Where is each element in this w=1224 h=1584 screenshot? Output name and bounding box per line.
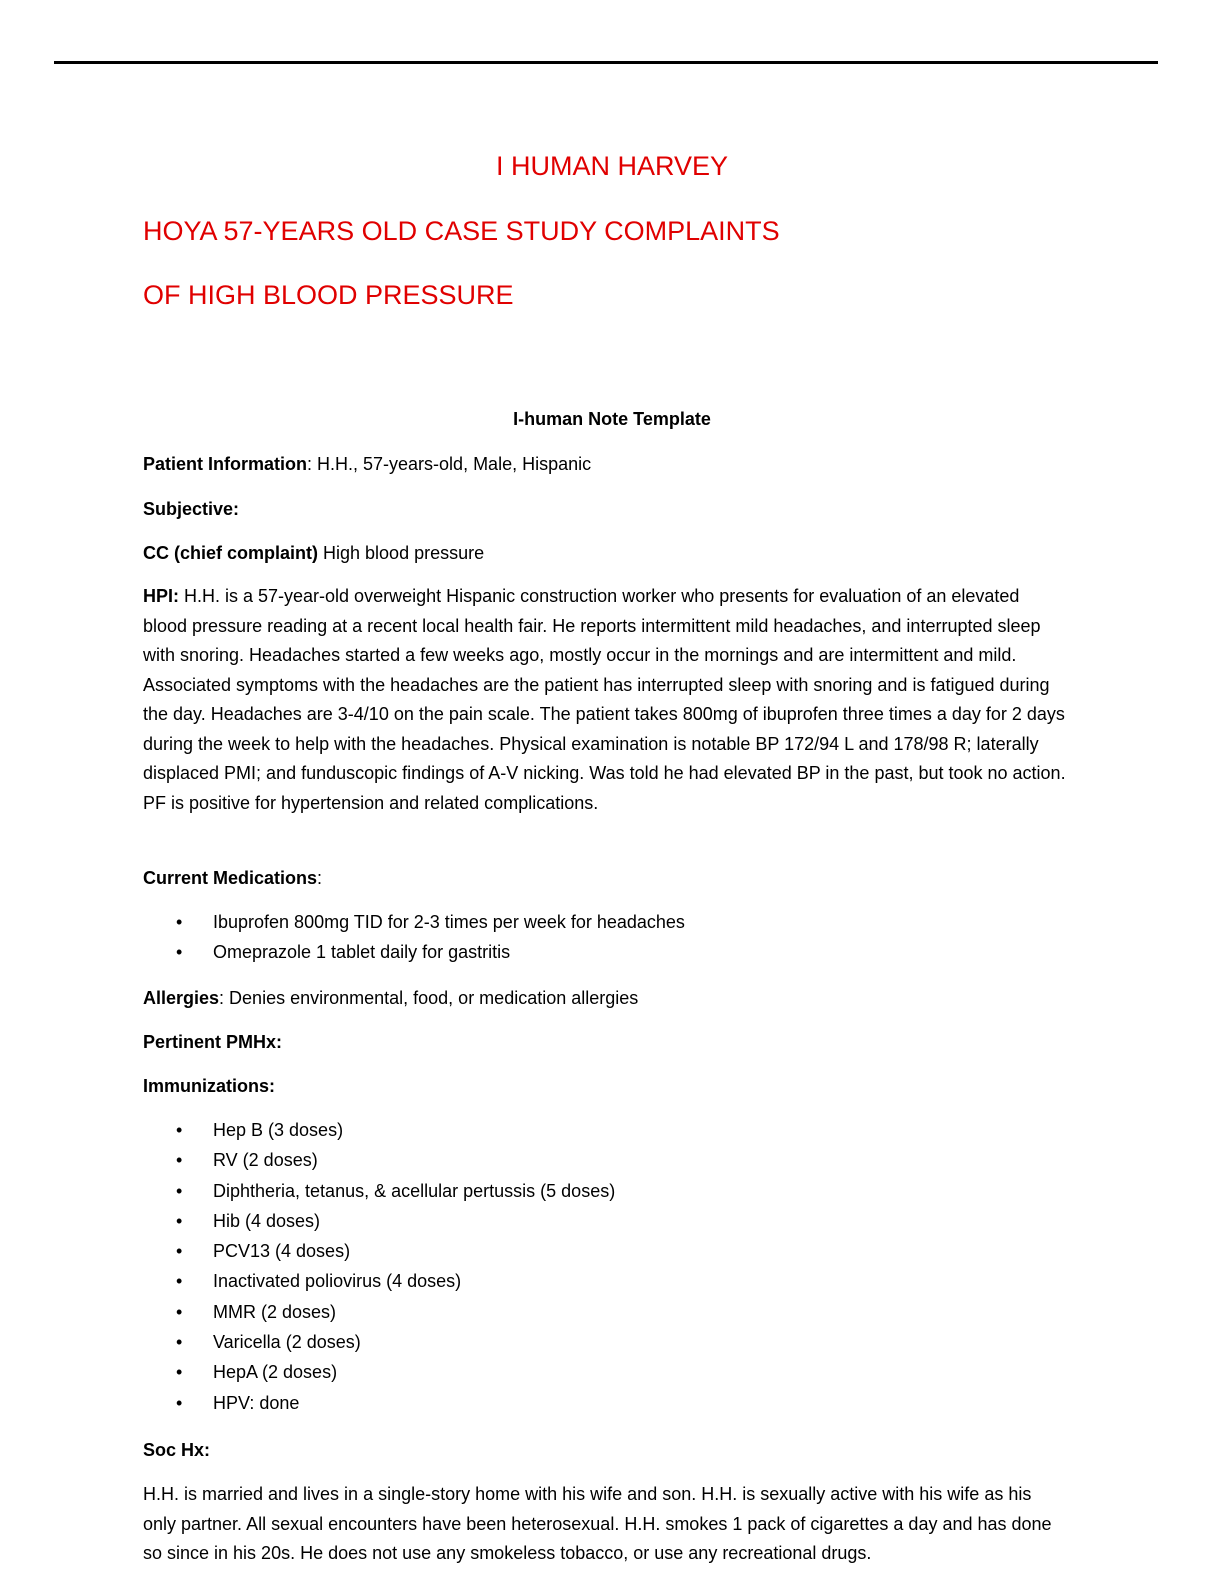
patient-information-label: Patient Information <box>143 454 308 474</box>
list-item: • RV (2 doses) <box>143 1145 615 1175</box>
list-item: • Omeprazole 1 tablet daily for gastritis <box>143 937 685 967</box>
allergies-label: Allergies <box>143 988 220 1008</box>
chief-complaint <box>143 541 484 565</box>
pertinent-pmhx-heading <box>143 1030 282 1054</box>
list-item: • Ibuprofen 800mg TID for 2-3 times per week for headaches <box>143 907 685 937</box>
soc-hx-heading <box>143 1438 210 1462</box>
immunizations-list <box>143 1115 615 1418</box>
patient-information-value: : H.H., 57-years-old, Male, Hispanic <box>307 454 592 474</box>
list-item: • PCV13 (4 doses) <box>143 1236 615 1266</box>
subjective-label: Subjective: <box>143 499 240 519</box>
list-item: • Varicella (2 doses) <box>143 1327 615 1357</box>
list-item: • HepA (2 doses) <box>143 1357 615 1387</box>
immunizations-label: Immunizations: <box>143 1076 276 1096</box>
allergies-value: : Denies environmental, food, or medication allergies <box>219 988 639 1008</box>
soc-hx-paragraph: H.H. is married and lives in a single-story home with his wife and son. H.H. is sexually active with his wife as his only partner. All sexual encounters have been heterosexual. H.H. smokes 1 pack of cigarettes a day and has done so since in his 20s. He does not use any smokeless tobacco, or use any recreational drugs. <box>143 1484 1052 1563</box>
chief-complaint-label: CC (chief complaint) <box>143 543 319 563</box>
document-subtitle-line2: OF HIGH BLOOD PRESSURE <box>143 280 514 310</box>
patient-information <box>143 452 591 476</box>
subjective-heading <box>143 497 239 521</box>
document-title: I HUMAN HARVEY <box>495 151 729 181</box>
hpi-label: HPI: <box>143 586 179 606</box>
medications-list <box>143 907 685 968</box>
pertinent-pmhx-label: Pertinent PMHx: <box>143 1032 283 1052</box>
list-item: • HPV: done <box>143 1388 615 1418</box>
immunizations-heading <box>143 1074 275 1098</box>
list-item: • MMR (2 doses) <box>143 1297 615 1327</box>
note-template-heading: I-human Note Template <box>513 409 711 429</box>
hpi-paragraph <box>143 582 1068 818</box>
list-item: • Hep B (3 doses) <box>143 1115 615 1145</box>
current-medications-label: Current Medications <box>143 868 318 888</box>
current-medications-heading <box>143 866 322 890</box>
list-item: • Diphtheria, tetanus, & acellular pertussis (5 doses) <box>143 1176 615 1206</box>
soc-hx-label: Soc Hx: <box>143 1440 211 1460</box>
chief-complaint-value: High blood pressure <box>318 543 485 563</box>
list-item: • Hib (4 doses) <box>143 1206 615 1236</box>
current-medications-colon: : <box>317 868 323 888</box>
document-subtitle-line1: HOYA 57-YEARS OLD CASE STUDY COMPLAINTS <box>143 216 780 246</box>
hpi-text: H.H. is a 57-year-old overweight Hispanic construction worker who presents for evaluation of an elevated blood pressure reading at a recent local health fair. He reports intermittent mild headaches, and interrupted sleep with snoring. Headaches started a few weeks ago, mostly occur in the mornings and are intermittent and mild. Associated symptoms with the headaches are the patient has interrupted sleep with snoring and is fatigued during the day. Headaches are 3-4/10 on the pain scale. The patient takes 800mg of ibuprofen three times a day for 2 days during the week to help with the headaches. Physical examination is notable BP 172/94 L and 178/98 R; laterally displaced PMI; and funduscopic findings of A-V nicking. Was told he had elevated BP in the past, but took no action. PF is positive for hypertension and related complications. <box>143 586 1066 813</box>
allergies <box>143 986 638 1010</box>
list-item: • Inactivated poliovirus (4 doses) <box>143 1266 615 1296</box>
header-rule <box>54 61 1158 64</box>
